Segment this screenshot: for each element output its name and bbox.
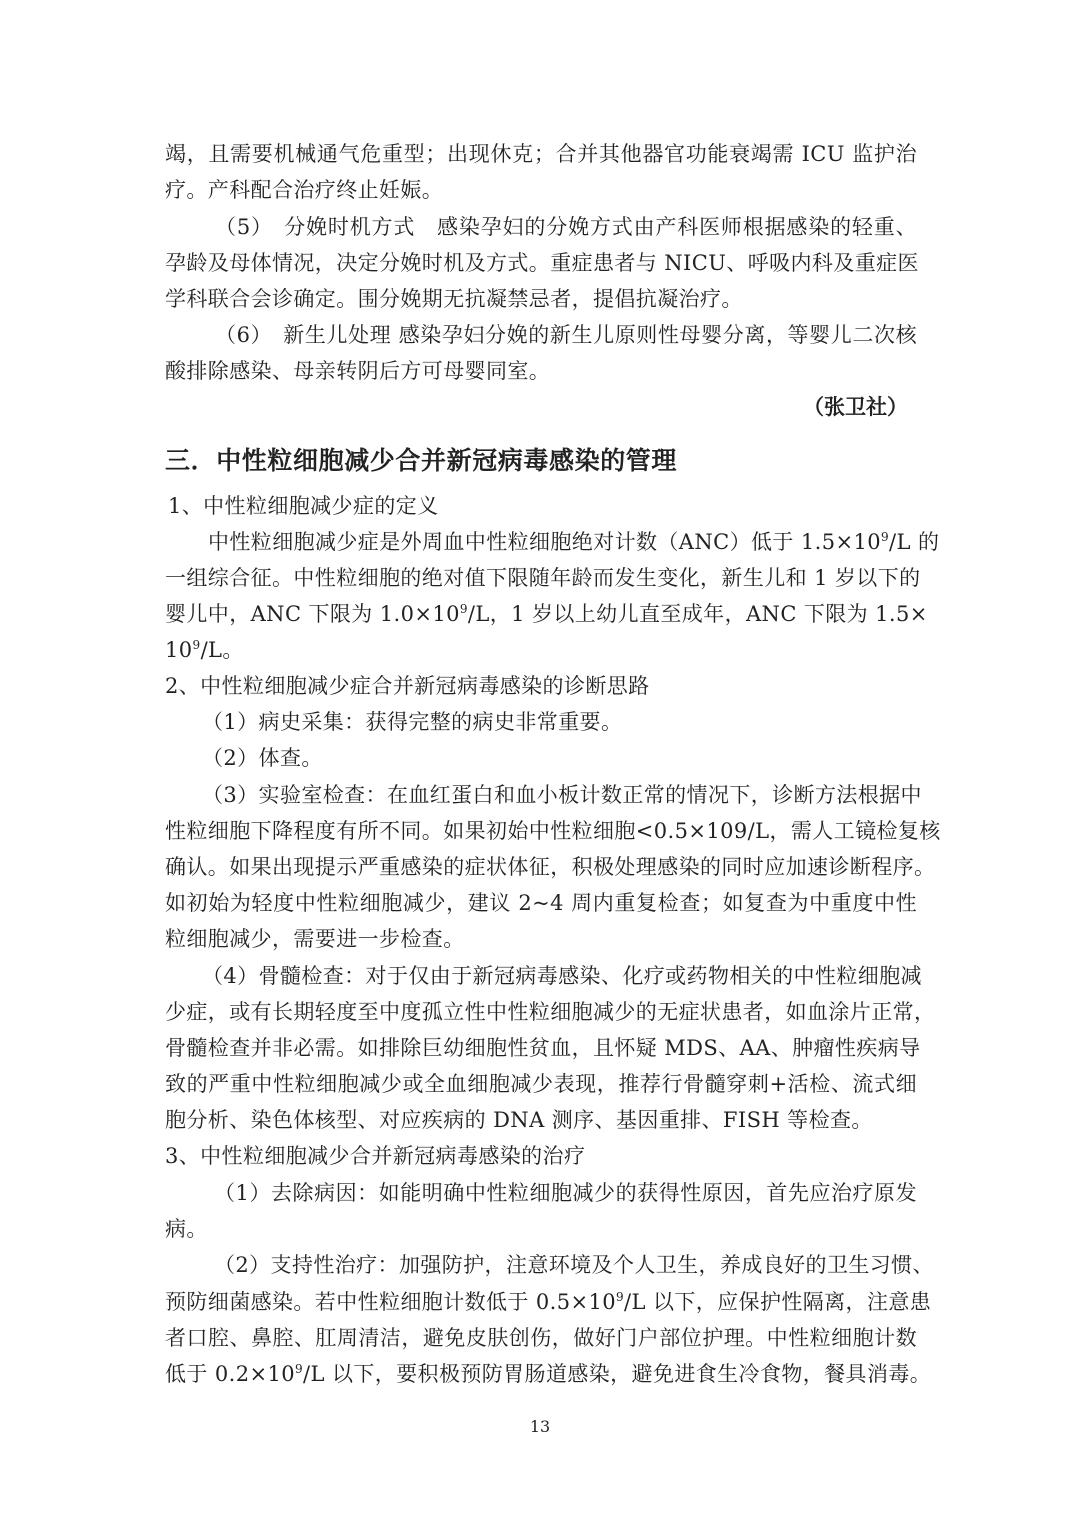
paragraph-line: 者口腔、鼻腔、肛周清洁，避免皮肤创伤，做好门户部位护理。中性粒细胞计数 — [165, 1326, 917, 1350]
paragraph-line: 中性粒细胞减少症是外周血中性粒细胞绝对计数（ANC）低于 $1.5\times 10^9/L$ 的 — [208, 530, 940, 554]
paragraph-line: 少症，或有长期轻度至中度孤立性中性粒细胞减少的无症状患者，如血涂片正常， — [165, 1000, 936, 1024]
paragraph-line: （5） 分娩时机方式 感染孕妇的分娩方式由产科医师根据感染的轻重、 — [215, 215, 917, 239]
paragraph-line: （2）支持性治疗：加强防护，注意环境及个人卫生，养成良好的卫生习惯、 — [214, 1253, 934, 1277]
paragraph-line: 疗。产科配合治疗终止妊娠。 — [165, 178, 444, 202]
paragraph-line: 致的严重中性粒细胞减少或全血细胞减少表现，推荐行骨髓穿刺+活检、流式细 — [165, 1072, 917, 1096]
paragraph-line: 性粒细胞下降程度有所不同。如果初始中性粒细胞<0.5×109/L，需人工镜检复核 — [165, 819, 941, 843]
paragraph-line: 预防细菌感染。若中性粒细胞计数低于 $0.5\times 10^9/L$ 以下，应保护性隔离，注意患 — [165, 1290, 932, 1314]
paragraph-line: （4）骨髓检查：对于仅由于新冠病毒感染、化疗或药物相关的中性粒细胞减 — [202, 964, 922, 988]
paragraph-line: 婴儿中，ANC 下限为 $1.0\times 10^9/L$，1 岁以上幼儿直至成年，ANC 下限为 1.5× — [165, 602, 928, 626]
paragraph-line: 一组综合征。中性粒细胞的绝对值下限随年龄而发生变化，新生儿和 1 岁以下的 — [165, 566, 921, 590]
paragraph-line: （6） 新生儿处理 感染孕妇分娩的新生儿原则性母婴分离，等婴儿二次核 — [215, 323, 917, 347]
subsection-title: 1、中性粒细胞减少症的定义 — [168, 494, 439, 518]
paragraph-line: 孕龄及母体情况，决定分娩时机及方式。重症患者与 NICU、呼吸内科及重症医 — [165, 251, 919, 275]
paragraph-line: $10^9/L$。 — [165, 638, 244, 662]
paragraph-line: （3）实验室检查：在血红蛋白和血小板计数正常的情况下，诊断方法根据中 — [202, 783, 922, 807]
paragraph-line: 竭，且需要机械通气危重型；出现休克；合并其他器官功能衰竭需 ICU 监护治 — [165, 142, 917, 166]
paragraph-line: 低于 $0.2\times 10^9/L$ 以下，要积极预防胃肠道感染，避免进食生冷食物，餐具消毒。 — [165, 1362, 932, 1386]
paragraph-line: 酸排除感染、母亲转阴后方可母婴同室。 — [165, 359, 551, 383]
subsection-title: 3、中性粒细胞减少合并新冠病毒感染的治疗 — [165, 1144, 586, 1168]
section-heading: 三．中性粒细胞减少合并新冠病毒感染的管理 — [165, 446, 678, 475]
subsection-title: 2、中性粒细胞减少症合并新冠病毒感染的诊断思路 — [165, 674, 650, 698]
paragraph-line: （1）去除病因：如能明确中性粒细胞减少的获得性原因，首先应治疗原发 — [214, 1181, 917, 1205]
list-item: （1）病史采集：获得完整的病史非常重要。 — [202, 710, 623, 734]
author-signature: （张卫社） — [803, 395, 908, 419]
page-number: 13 — [529, 1417, 551, 1436]
paragraph-line: 如初始为轻度中性粒细胞减少，建议 2~4 周内重复检查；如复查为中重度中性 — [165, 891, 917, 915]
paragraph-line: 骨髓检查并非必需。如排除巨幼细胞性贫血，且怀疑 MDS、AA、肿瘤性疾病导 — [165, 1036, 921, 1060]
paragraph-line: 病。 — [165, 1217, 208, 1241]
paragraph-line: 粒细胞减少，需要进一步检查。 — [165, 927, 465, 951]
paragraph-line: 确认。如果出现提示严重感染的症状体征，积极处理感染的同时应加速诊断程序。 — [165, 855, 936, 879]
paragraph-line: 胞分析、染色体核型、对应疾病的 DNA 测序、基因重排、FISH 等检查。 — [165, 1108, 873, 1132]
list-item: （2）体查。 — [202, 746, 323, 770]
paragraph-line: 学科联合会诊确定。围分娩期无抗凝禁忌者，提倡抗凝治疗。 — [165, 287, 743, 311]
